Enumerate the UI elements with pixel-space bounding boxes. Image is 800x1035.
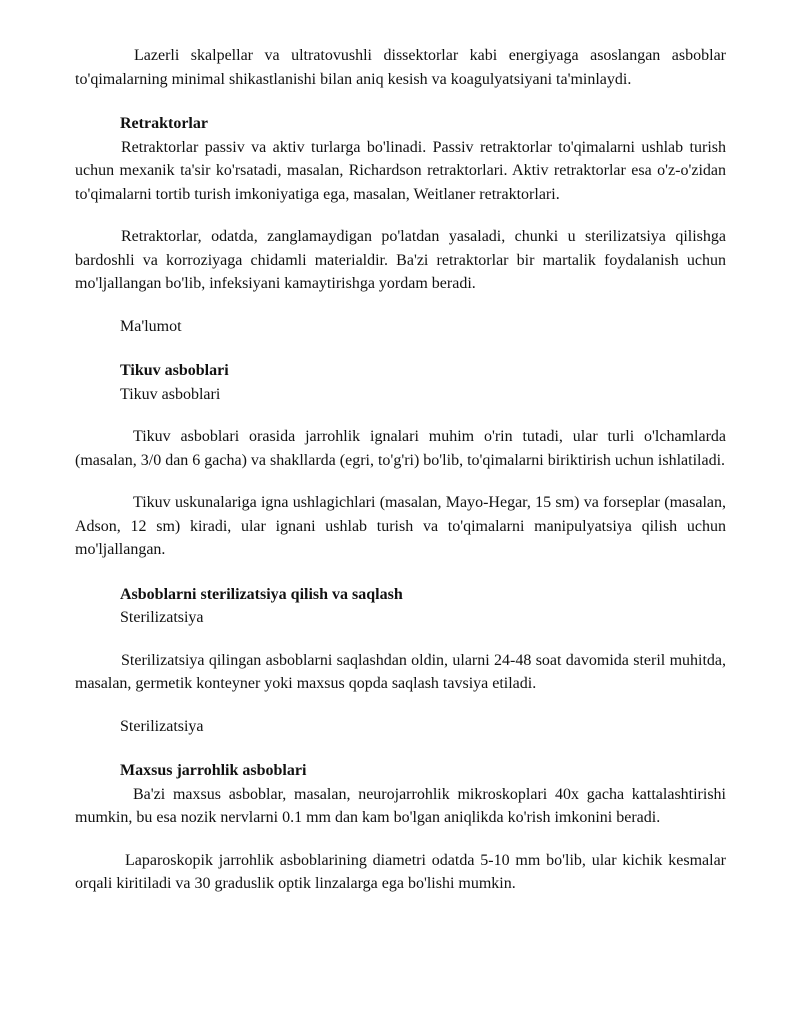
special-paragraph-2: Laparoskopik jarrohlik asboblarining diametri odatda 5-10 mm bo'lib, ular kichik kesmalar orqali kiritiladi va 30 graduslik optik linzalarga ega bo'lishi mumkin. bbox=[75, 851, 726, 892]
section-heading-retractors: Retraktorlar bbox=[120, 115, 208, 132]
retractors-paragraph-2: Retraktorlar, odatda, zanglamaydigan po'latdan yasaladi, chunki u sterilizatsiya qilishga bardoshli va korroziyaga chidamli materialdir. Ba'zi retraktorlar bir martalik foydalanish uchun mo'ljallangan bo'lib, infeksiyani kamaytirishga yordam beradi. bbox=[75, 228, 726, 292]
special-paragraph-1: Ba'zi maxsus asboblar, masalan, neurojarrohlik mikroskoplari 40x gacha kattalashtirishi mumkin, bu esa nozik nervlarni 0.1 mm dan kam bo'lgan aniqlikda ko'rish imkonini beradi. bbox=[75, 785, 726, 826]
intro-paragraph: Lazerli skalpellar va ultratovushli dissektorlar kabi energiyaga asoslangan asboblar to'qimalarning minimal shikastlanishi bilan aniq kesish va koagulyatsiyani ta'minlaydi. bbox=[75, 47, 726, 88]
suture-subheading: Tikuv asboblari bbox=[120, 385, 221, 403]
section-heading-sterilization: Asboblarni sterilizatsiya qilish va saqlash bbox=[120, 585, 403, 603]
sterilization-subheading: Sterilizatsiya bbox=[120, 609, 204, 626]
section-heading-special: Maxsus jarrohlik asboblari bbox=[120, 762, 307, 779]
document-page bbox=[75, 44, 726, 896]
suture-paragraph-1: Tikuv asboblari orasida jarrohlik ignalari muhim o'rin tutadi, ular turli o'lchamlarda (masalan, 3/0 dan 6 gacha) va shakllarda (egri, to'g'ri) bo'lib, to'qimalarni biriktirish uchun ishlatiladi. bbox=[75, 428, 726, 469]
sterilization-paragraph-1: Sterilizatsiya qilingan asboblarni saqlashdan oldin, ularni 24-48 soat davomida steril muhitda, masalan, germetik konteyner yoki maxsus qopda saqlash tavsiya etiladi. bbox=[75, 651, 726, 692]
retractors-paragraph-1: Retraktorlar passiv va aktiv turlarga bo'linadi. Passiv retraktorlar to'qimalarni ushlab turish uchun mexanik ta'sir ko'rsatadi, masalan, Richardson retraktorlari. Aktiv retraktorlar esa o'z-o'zidan to'qimalarni tortib turish imkoniyatiga ega, masalan, Weitlaner retraktorlari. bbox=[75, 138, 726, 203]
sterilization-label: Sterilizatsiya bbox=[120, 717, 204, 735]
suture-paragraph-2: Tikuv uskunalariga igna ushlagichlari (masalan, Mayo-Hegar, 15 sm) va forseplar (masalan, Adson, 12 sm) kiradi, ular ignani ushlab turish va to'qimalarni manipulyatsiya qilish uchun mo'ljallangan. bbox=[75, 494, 726, 558]
info-label: Ma'lumot bbox=[120, 317, 182, 335]
section-heading-suture: Tikuv asboblari bbox=[120, 362, 229, 379]
